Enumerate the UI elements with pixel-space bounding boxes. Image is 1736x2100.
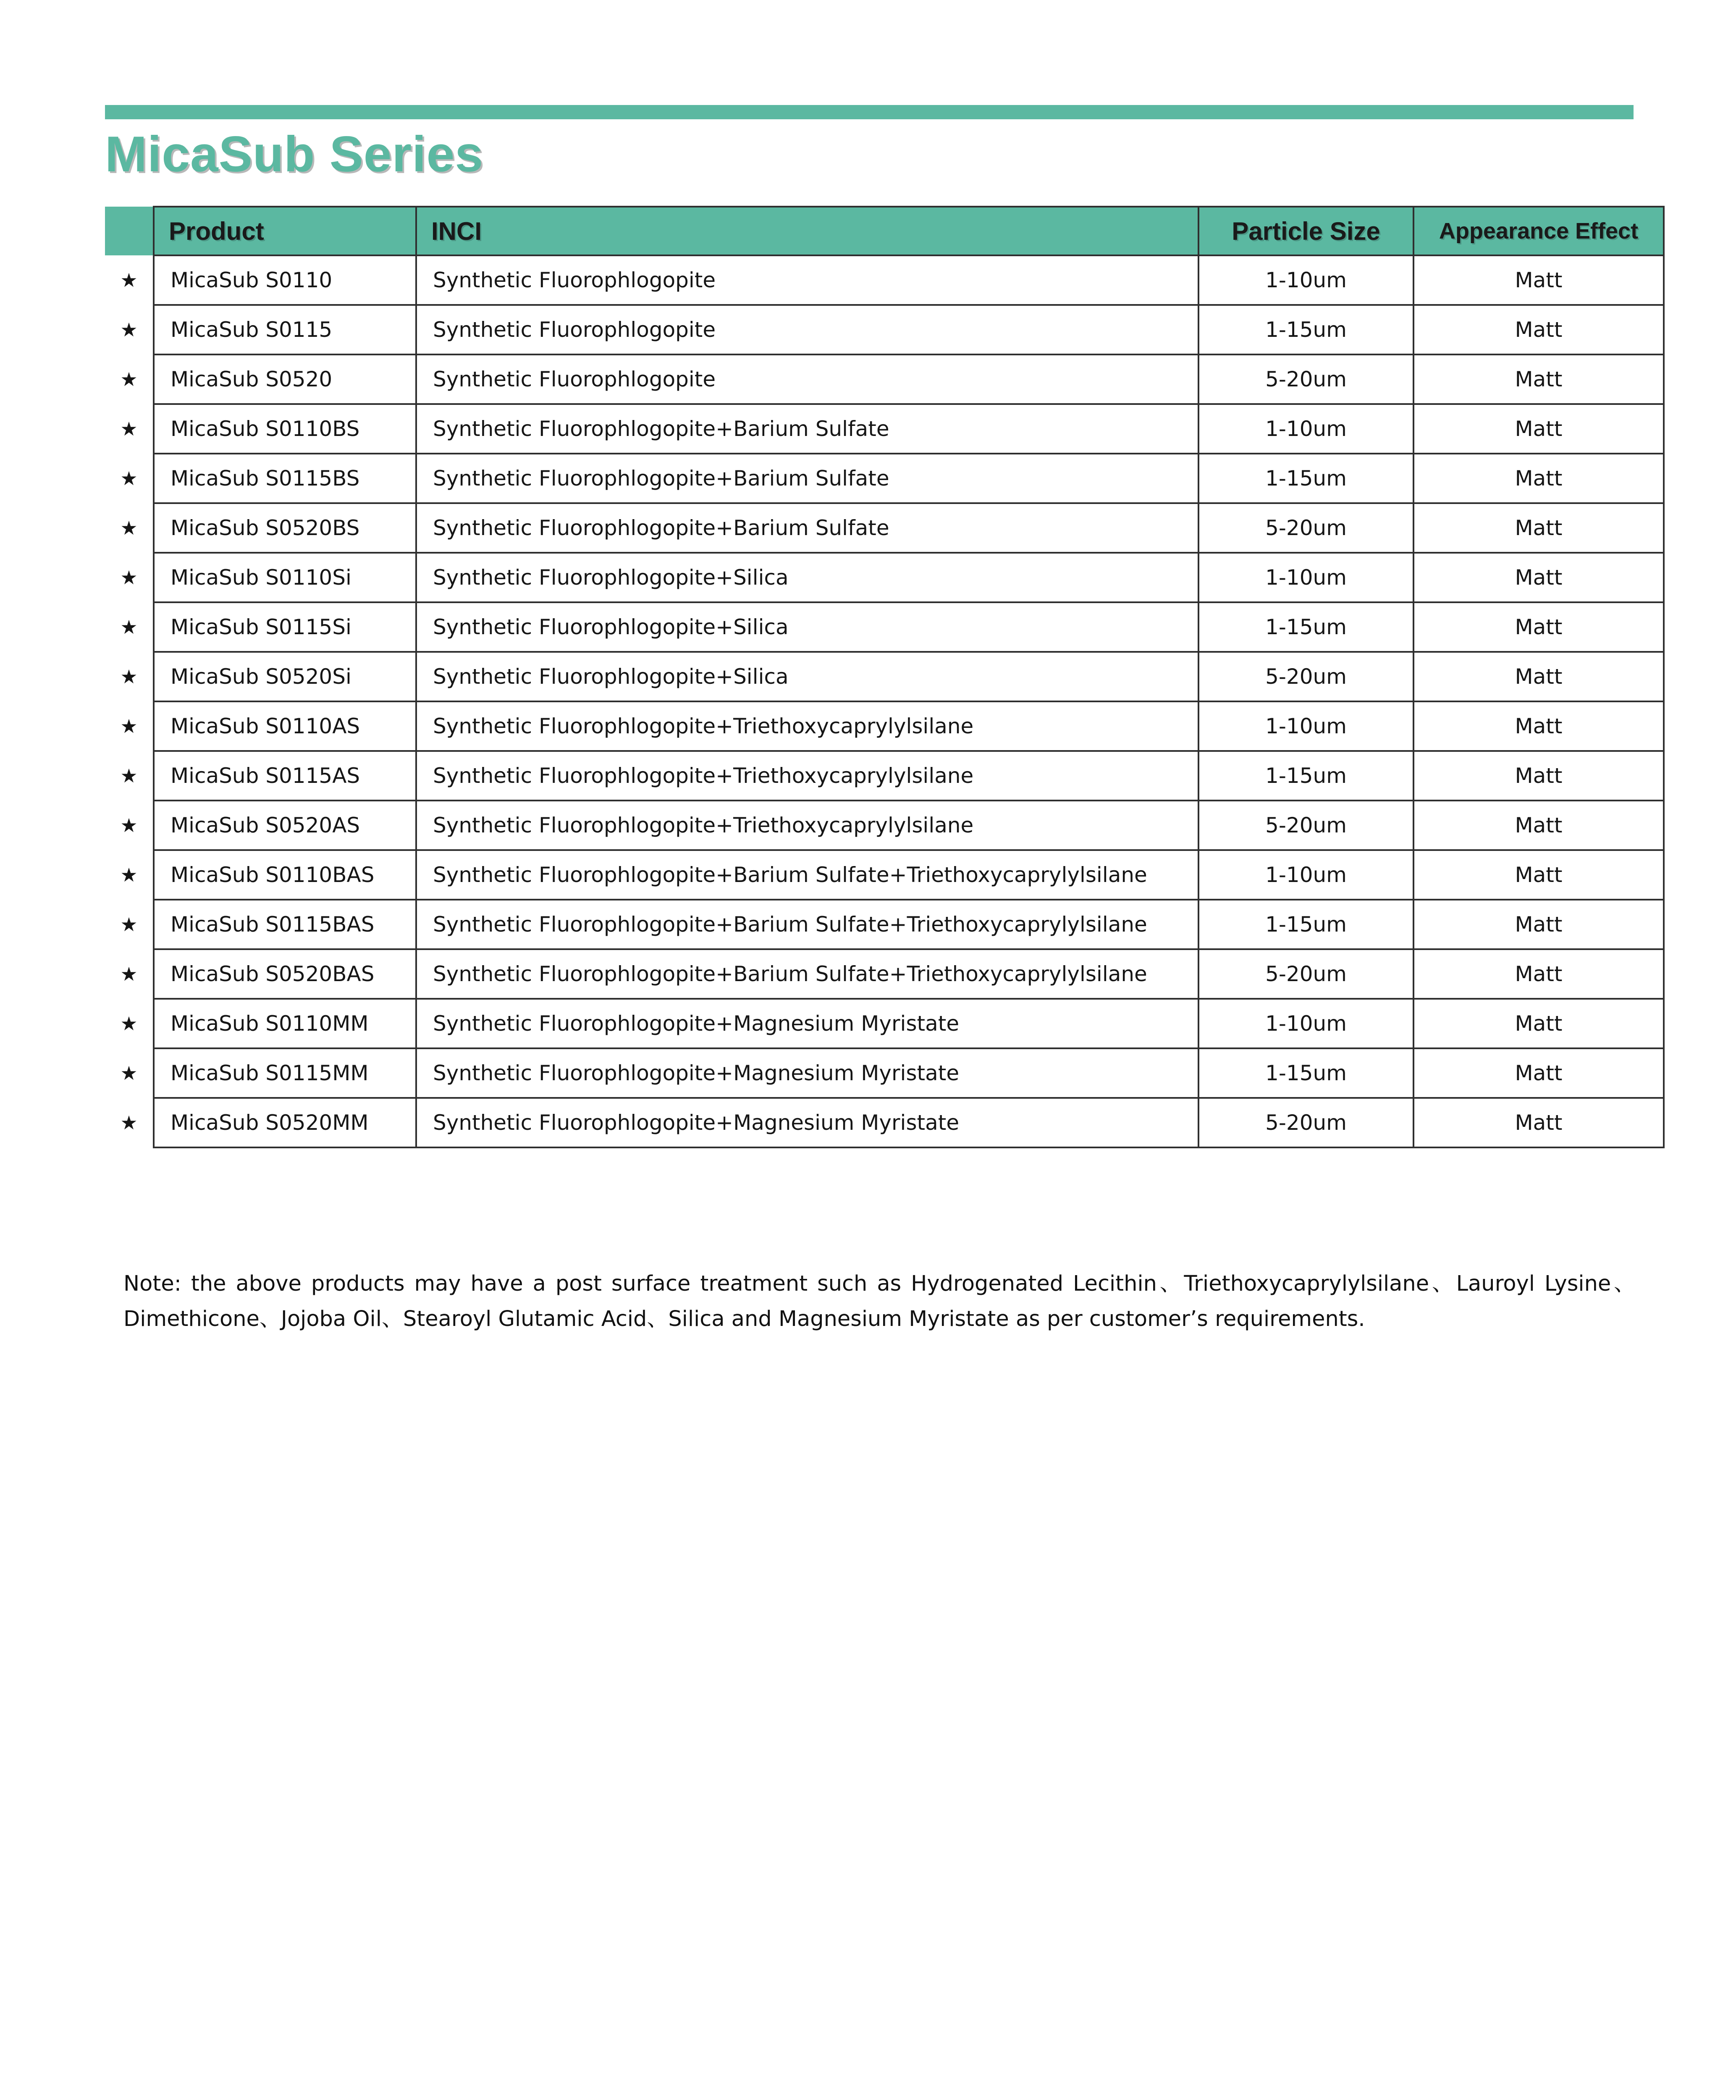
page-title: MicaSub Series bbox=[105, 126, 484, 182]
product-cell: MicaSub S0520AS bbox=[154, 801, 416, 850]
table-row bbox=[105, 850, 1664, 900]
particle-size-cell: 1-15um bbox=[1198, 602, 1413, 652]
particle-size-cell: 1-10um bbox=[1198, 553, 1413, 602]
product-cell: MicaSub S0110 bbox=[154, 255, 416, 305]
column-header-product: Product bbox=[154, 207, 416, 255]
star-marker-icon: ★ bbox=[105, 354, 154, 404]
particle-size-cell: 1-15um bbox=[1198, 454, 1413, 503]
particle-size-cell: 5-20um bbox=[1198, 503, 1413, 553]
table-body bbox=[105, 255, 1664, 1147]
inci-cell: Synthetic Fluorophlogopite+Barium Sulfate bbox=[416, 454, 1198, 503]
product-cell: MicaSub S0110BS bbox=[154, 404, 416, 454]
appearance-effect-cell: Matt bbox=[1413, 751, 1664, 801]
table-row bbox=[105, 305, 1664, 354]
product-cell: MicaSub S0115BS bbox=[154, 454, 416, 503]
appearance-effect-cell: Matt bbox=[1413, 900, 1664, 949]
particle-size-cell: 1-10um bbox=[1198, 850, 1413, 900]
header-marker-cell bbox=[105, 207, 154, 255]
table-header bbox=[105, 207, 1664, 255]
product-table bbox=[105, 206, 1665, 1148]
column-header-appearance-effect: Appearance Effect bbox=[1413, 207, 1664, 255]
product-cell: MicaSub S0520BAS bbox=[154, 949, 416, 999]
star-marker-icon: ★ bbox=[105, 255, 154, 305]
particle-size-cell: 5-20um bbox=[1198, 801, 1413, 850]
star-marker-icon: ★ bbox=[105, 305, 154, 354]
star-marker-icon: ★ bbox=[105, 1048, 154, 1098]
star-marker-icon: ★ bbox=[105, 701, 154, 751]
column-header-particle-size: Particle Size bbox=[1198, 207, 1413, 255]
product-cell: MicaSub S0520Si bbox=[154, 652, 416, 701]
particle-size-cell: 1-15um bbox=[1198, 751, 1413, 801]
appearance-effect-cell: Matt bbox=[1413, 999, 1664, 1048]
table-row bbox=[105, 1098, 1664, 1147]
table-row bbox=[105, 701, 1664, 751]
appearance-effect-cell: Matt bbox=[1413, 850, 1664, 900]
appearance-effect-cell: Matt bbox=[1413, 701, 1664, 751]
product-cell: MicaSub S0110AS bbox=[154, 701, 416, 751]
inci-cell: Synthetic Fluorophlogopite bbox=[416, 305, 1198, 354]
product-cell: MicaSub S0110Si bbox=[154, 553, 416, 602]
star-marker-icon: ★ bbox=[105, 503, 154, 553]
appearance-effect-cell: Matt bbox=[1413, 1098, 1664, 1147]
product-cell: MicaSub S0115 bbox=[154, 305, 416, 354]
inci-cell: Synthetic Fluorophlogopite+Silica bbox=[416, 553, 1198, 602]
inci-cell: Synthetic Fluorophlogopite bbox=[416, 255, 1198, 305]
table-row bbox=[105, 652, 1664, 701]
appearance-effect-cell: Matt bbox=[1413, 602, 1664, 652]
product-cell: MicaSub S0115BAS bbox=[154, 900, 416, 949]
inci-cell: Synthetic Fluorophlogopite+Silica bbox=[416, 652, 1198, 701]
star-marker-icon: ★ bbox=[105, 949, 154, 999]
table-row bbox=[105, 949, 1664, 999]
table-row bbox=[105, 999, 1664, 1048]
appearance-effect-cell: Matt bbox=[1413, 305, 1664, 354]
inci-cell: Synthetic Fluorophlogopite+Magnesium Myristate bbox=[416, 999, 1198, 1048]
inci-cell: Synthetic Fluorophlogopite+Triethoxycaprylylsilane bbox=[416, 801, 1198, 850]
table-row bbox=[105, 255, 1664, 305]
table-row bbox=[105, 503, 1664, 553]
product-cell: MicaSub S0115MM bbox=[154, 1048, 416, 1098]
particle-size-cell: 1-10um bbox=[1198, 701, 1413, 751]
table-row bbox=[105, 553, 1664, 602]
inci-cell: Synthetic Fluorophlogopite+Barium Sulfate+Triethoxycaprylylsilane bbox=[416, 900, 1198, 949]
appearance-effect-cell: Matt bbox=[1413, 949, 1664, 999]
table-row bbox=[105, 900, 1664, 949]
note-text: Note: the above products may have a post surface treatment such as Hydrogenated Lecithin、Triethoxycaprylylsilane、Lauroyl Lysine、Dimethicone、Jojoba Oil、Stearoyl Glutamic Acid、Silica and Magnesium Myristate as per customer’s requirements. bbox=[123, 1271, 1635, 1331]
appearance-effect-cell: Matt bbox=[1413, 553, 1664, 602]
appearance-effect-cell: Matt bbox=[1413, 354, 1664, 404]
inci-cell: Synthetic Fluorophlogopite+Triethoxycaprylylsilane bbox=[416, 751, 1198, 801]
product-cell: MicaSub S0115Si bbox=[154, 602, 416, 652]
particle-size-cell: 1-10um bbox=[1198, 255, 1413, 305]
inci-cell: Synthetic Fluorophlogopite+Magnesium Myristate bbox=[416, 1048, 1198, 1098]
product-cell: MicaSub S0115AS bbox=[154, 751, 416, 801]
star-marker-icon: ★ bbox=[105, 850, 154, 900]
table-row bbox=[105, 404, 1664, 454]
product-cell: MicaSub S0110MM bbox=[154, 999, 416, 1048]
appearance-effect-cell: Matt bbox=[1413, 503, 1664, 553]
inci-cell: Synthetic Fluorophlogopite+Triethoxycaprylylsilane bbox=[416, 701, 1198, 751]
table-row bbox=[105, 602, 1664, 652]
star-marker-icon: ★ bbox=[105, 454, 154, 503]
inci-cell: Synthetic Fluorophlogopite+Magnesium Myristate bbox=[416, 1098, 1198, 1147]
particle-size-cell: 1-15um bbox=[1198, 900, 1413, 949]
column-header-inci: INCI bbox=[416, 207, 1198, 255]
star-marker-icon: ★ bbox=[105, 404, 154, 454]
star-marker-icon: ★ bbox=[105, 652, 154, 701]
product-cell: MicaSub S0520MM bbox=[154, 1098, 416, 1147]
star-marker-icon: ★ bbox=[105, 751, 154, 801]
star-marker-icon: ★ bbox=[105, 553, 154, 602]
star-marker-icon: ★ bbox=[105, 1098, 154, 1147]
inci-cell: Synthetic Fluorophlogopite+Barium Sulfate+Triethoxycaprylylsilane bbox=[416, 850, 1198, 900]
inci-cell: Synthetic Fluorophlogopite+Barium Sulfate bbox=[416, 503, 1198, 553]
inci-cell: Synthetic Fluorophlogopite+Barium Sulfate+Triethoxycaprylylsilane bbox=[416, 949, 1198, 999]
star-marker-icon: ★ bbox=[105, 900, 154, 949]
star-marker-icon: ★ bbox=[105, 999, 154, 1048]
appearance-effect-cell: Matt bbox=[1413, 255, 1664, 305]
particle-size-cell: 5-20um bbox=[1198, 354, 1413, 404]
appearance-effect-cell: Matt bbox=[1413, 454, 1664, 503]
product-table-container bbox=[105, 206, 1665, 1148]
inci-cell: Synthetic Fluorophlogopite bbox=[416, 354, 1198, 404]
appearance-effect-cell: Matt bbox=[1413, 1048, 1664, 1098]
table-row bbox=[105, 454, 1664, 503]
product-cell: MicaSub S0520 bbox=[154, 354, 416, 404]
particle-size-cell: 5-20um bbox=[1198, 949, 1413, 999]
star-marker-icon: ★ bbox=[105, 801, 154, 850]
star-marker-icon: ★ bbox=[105, 602, 154, 652]
title-rule bbox=[105, 105, 1634, 119]
table-row bbox=[105, 354, 1664, 404]
table-row bbox=[105, 1048, 1664, 1098]
appearance-effect-cell: Matt bbox=[1413, 404, 1664, 454]
table-row bbox=[105, 801, 1664, 850]
particle-size-cell: 5-20um bbox=[1198, 1098, 1413, 1147]
table-row bbox=[105, 751, 1664, 801]
product-cell: MicaSub S0520BS bbox=[154, 503, 416, 553]
appearance-effect-cell: Matt bbox=[1413, 801, 1664, 850]
particle-size-cell: 5-20um bbox=[1198, 652, 1413, 701]
inci-cell: Synthetic Fluorophlogopite+Silica bbox=[416, 602, 1198, 652]
particle-size-cell: 1-15um bbox=[1198, 305, 1413, 354]
particle-size-cell: 1-10um bbox=[1198, 404, 1413, 454]
product-cell: MicaSub S0110BAS bbox=[154, 850, 416, 900]
appearance-effect-cell: Matt bbox=[1413, 652, 1664, 701]
table-header-row bbox=[105, 207, 1664, 255]
particle-size-cell: 1-15um bbox=[1198, 1048, 1413, 1098]
inci-cell: Synthetic Fluorophlogopite+Barium Sulfate bbox=[416, 404, 1198, 454]
particle-size-cell: 1-10um bbox=[1198, 999, 1413, 1048]
